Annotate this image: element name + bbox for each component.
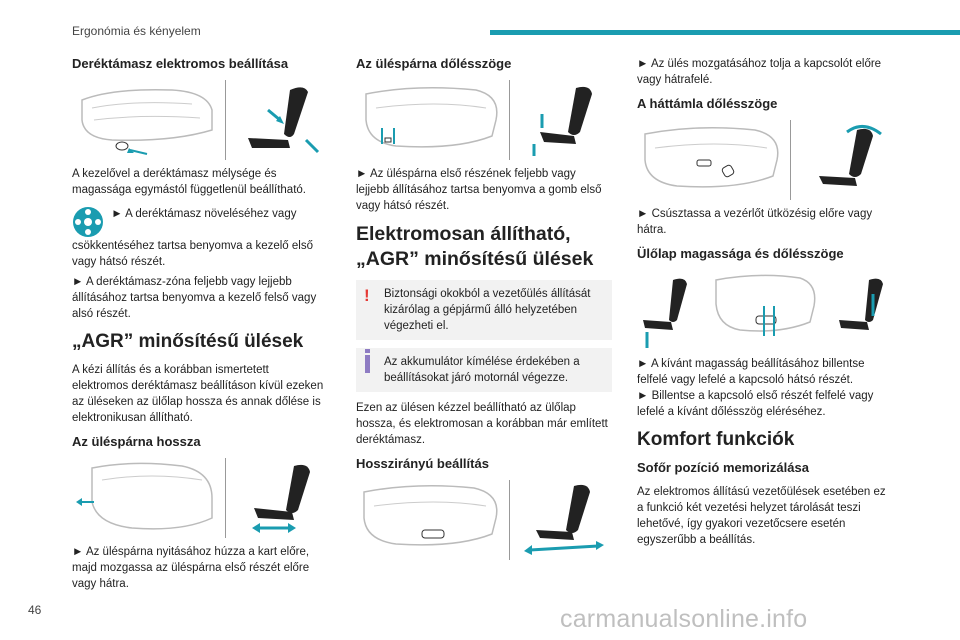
- heading-comfort: Komfort funkciók: [637, 429, 795, 450]
- backrest-illustration: [637, 120, 893, 200]
- column-1: [72, 56, 328, 600]
- lumbar-text-2: ► A deréktámasz növeléséhez vagy csökkentéséhez tartsa benyomva a kezelő első vagy hátsó részét.: [72, 208, 313, 268]
- info-icon: [365, 355, 370, 373]
- longitudinal-illustration: [356, 480, 612, 560]
- watermark: carmanualsonline.info: [560, 605, 808, 633]
- memory-text: Az elektromos állítású vezetőülések esetében ez a funkció két vezetési helyzet tárolását teszi lehetővé, így gyakori vezetőcsere esetén egyszerűbb a beállítás.: [637, 486, 886, 546]
- longitudinal-adjust-icon: [512, 480, 612, 560]
- longitudinal-text: ► Az ülés mozgatásához tolja a kapcsolót előre vagy hátrafelé.: [637, 58, 882, 86]
- seat-length-text: ► Az üléspárna nyitásához húzza a kart előre, majd mozgassa az üléspárna első részét előre vagy hátra.: [72, 546, 310, 590]
- backrest-adjust-icon: [793, 120, 893, 200]
- lumbar-illustration: [72, 80, 328, 160]
- heading-agr-seats: „AGR” minősítésű ülések: [72, 331, 304, 352]
- cushion-height-text-2: ► Billentse a kapcsoló első részét felfelé vagy lefelé a kívánt dőlésszög eléréséhez.: [637, 390, 874, 418]
- lumbar-control-knob-icon: [72, 206, 104, 238]
- heading-lumbar: Deréktámasz elektromos beállítása: [72, 56, 289, 71]
- heading-cushion-height: Ülőlap magassága és dőlésszöge: [637, 246, 844, 261]
- info-text: Az akkumulátor kímélése érdekében a beállításokat járó motornál végezze.: [384, 356, 580, 384]
- backrest-text: ► Csúsztassa a vezérlőt ütközésig előre vagy hátra.: [637, 208, 873, 236]
- page-number: 46: [28, 603, 42, 617]
- lumbar-text-3: ► A deréktámasz-zóna feljebb vagy lejjebb állításához tartsa benyomva a kezelő felső vagy alsó részét.: [72, 276, 317, 320]
- heading-electric-agr: Elektromosan állítható, „AGR” minősítésű ülések: [356, 223, 594, 270]
- warning-text: Biztonsági okokból a vezetőülés állítását kizárólag a gépjármű álló helyzetében végezheti el.: [384, 288, 591, 332]
- seat-tilt-adjust-icon: [512, 80, 612, 160]
- heading-memory: Sofőr pozíció memorizálása: [637, 460, 809, 475]
- section-header: Ergonómia és kényelem: [72, 24, 201, 38]
- header-accent-bar: [490, 30, 960, 35]
- seat-side-lumbar-icon: [72, 80, 222, 160]
- seat-side-tilt-icon: [356, 80, 506, 160]
- seat-side-height-icon: [710, 270, 820, 350]
- column-3: [637, 56, 893, 556]
- heading-longitudinal: Hosszirányú beállítás: [356, 456, 489, 471]
- agr-text: A kézi állítás és a korábban ismertetett elektromos deréktámasz beállításon kívül ezeken az üléseken az ülőlap hossza és annak dőlése is elektronikusan állítható.: [72, 364, 324, 424]
- seat-tilt-text: ► Az üléspárna első részének feljebb vagy lejjebb állításához tartsa benyomva a gomb első vagy hátsó részét.: [356, 168, 602, 212]
- info-box: [356, 348, 612, 392]
- seat-length-adjust-icon: [228, 458, 328, 538]
- seat-side-backrest-icon: [637, 120, 787, 200]
- heading-seat-tilt: Az üléspárna dőlésszöge: [356, 56, 512, 71]
- lumbar-text-1: A kezelővel a deréktámasz mélysége és magassága egymástól függetlenül beállítható.: [72, 168, 306, 196]
- seat-side-length-icon: [72, 458, 222, 538]
- heading-backrest: A háttámla dőlésszöge: [637, 96, 778, 111]
- heading-seat-length: Az üléspárna hossza: [72, 434, 201, 449]
- seat-length-illustration: [72, 458, 328, 538]
- cushion-height-text-1: ► A kívánt magasság beállításához billentse felfelé vagy lefelé a kapcsoló hátsó részét.: [637, 358, 865, 386]
- cushion-tilt-icon: [637, 270, 697, 350]
- cushion-height-illustration: [637, 270, 893, 350]
- column-2: [356, 56, 612, 566]
- lumbar-adjust-icon: [228, 80, 328, 160]
- warning-box: [356, 280, 612, 340]
- seat-tilt-illustration: [356, 80, 612, 160]
- seat-side-longitudinal-icon: [356, 480, 506, 560]
- warning-icon: !: [364, 286, 370, 305]
- electric-text: Ezen az ülésen kézzel beállítható az ülőlap hossza, és elektromosan a korábban már említett deréktámasz.: [356, 402, 608, 446]
- cushion-height-adjust-icon: [833, 270, 893, 350]
